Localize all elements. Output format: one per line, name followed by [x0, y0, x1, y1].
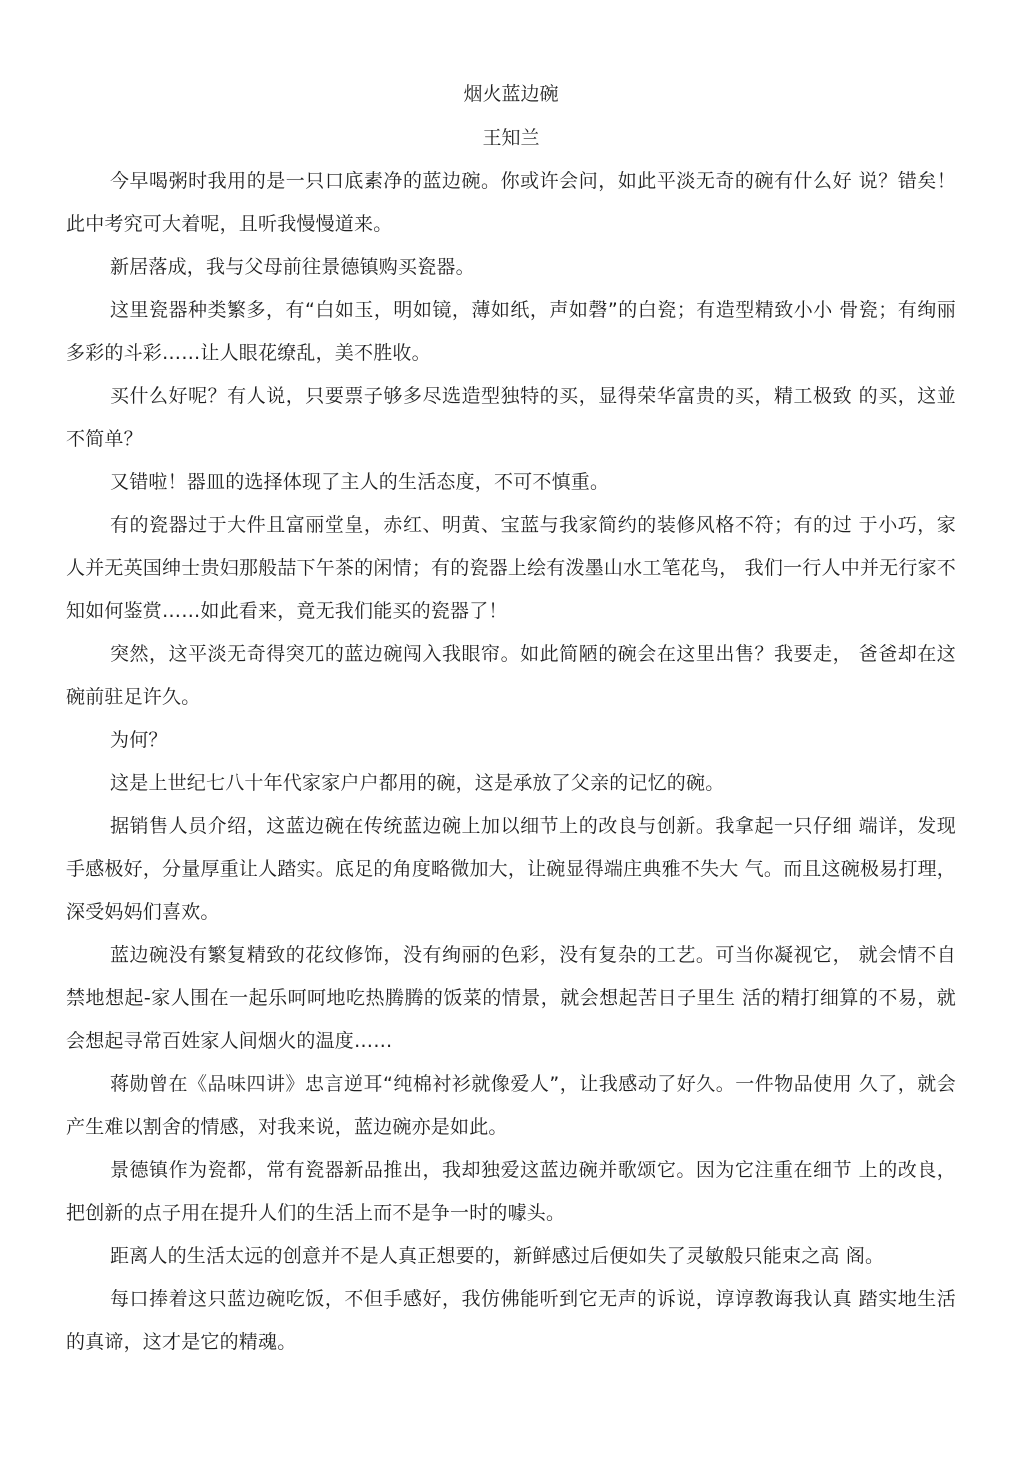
- paragraph-9: 这是上世纪七八十年代家家户户都用的碗，这是承放了父亲的记忆的碗。: [110, 772, 725, 794]
- paragraph-7: 突然，这平淡无奇得突兀的蓝边碗闯入我眼帘。如此简陋的碗会在这里出售？我要走， 爸爸却在这碗前驻足许久。: [66, 643, 956, 708]
- paragraph-1: 今早喝粥时我用的是一只口底素净的蓝边碗。你或许会问，如此平淡无奇的碗有什么好 说？错矣！此中考究可大着呢，且听我慢慢道来。: [66, 170, 956, 235]
- paragraph-14: 距离人的生活太远的创意并不是人真正想要的，新鲜感过后便如失了灵敏般只能束之高 阁。: [110, 1245, 885, 1267]
- essay-body: [66, 160, 956, 1364]
- paragraph-11: 蓝边碗没有繁复精致的花纹修饰，没有绚丽的色彩，没有复杂的工艺。可当你凝视它， 就会情不自禁地想起-家人围在一起乐呵呵地吃热腾腾的饭菜的情景，就会想起苦日子里生 活的精打细算的不易，就会想起寻常百姓家人间烟火的温度……: [66, 944, 956, 1052]
- paragraph-6: 有的瓷器过于大件且富丽堂皇，赤红、明黄、宝蓝与我家简约的装修风格不符；有的过 于小巧，家人并无英国绅士贵妇那般喆下午茶的闲情；有的瓷器上绘有泼墨山水工笔花鸟， 我们一行人中并无行家不知如何鉴赏……如此看来，竟无我们能买的瓷器了！: [66, 514, 956, 622]
- paragraph-2: 新居落成，我与父母前往景德镇购买瓷器。: [110, 256, 475, 278]
- paragraph-4: 买什么好呢？有人说，只要票子够多尽选造型独特的买，显得荣华富贵的买，精工极致 的买，这並不简单？: [66, 385, 956, 450]
- essay-title: 烟火蓝边碗: [463, 83, 559, 105]
- paragraph-12: 蒋勋曾在《品味四讲》忠言逆耳“纯棉衬衫就像爱人”，让我感动了好久。一件物品使用 久了，就会产生难以割舍的情感，对我来说，蓝边碗亦是如此。: [66, 1073, 956, 1138]
- paragraph-5: 又错啦！器皿的选择体现了主人的生活态度，不可不慎重。: [110, 471, 610, 493]
- paragraph-3: 这里瓷器种类繁多，有“白如玉，明如镜，薄如纸，声如磬”的白瓷；有造型精致小小 骨瓷；有绚丽多彩的斗彩……让人眼花缭乱，美不胜收。: [66, 299, 956, 364]
- essay-author: 王知兰: [482, 127, 540, 149]
- paragraph-10: 据销售人员介绍，这蓝边碗在传统蓝边碗上加以细节上的改良与创新。我拿起一只仔细 端详，发现手感极好，分量厚重让人踏实。底足的角度略微加大，让碗显得端庄典雅不失大 气。而且这碗极易打理，深受妈妈们喜欢。: [66, 815, 956, 923]
- paragraph-15: 每口捧着这只蓝边碗吃饭，不但手感好，我仿佛能听到它无声的诉说，谆谆教诲我认真 踏实地生活的真谛，这才是它的精魂。: [66, 1288, 956, 1353]
- document-page: [66, 72, 956, 1364]
- paragraph-8: 为何？: [110, 729, 168, 751]
- paragraph-13: 景德镇作为瓷都，常有瓷器新品推出，我却独爱这蓝边碗并歌颂它。因为它注重在细节 上的改良，把创新的点子用在提升人们的生活上而不是争一时的噱头。: [66, 1159, 956, 1224]
